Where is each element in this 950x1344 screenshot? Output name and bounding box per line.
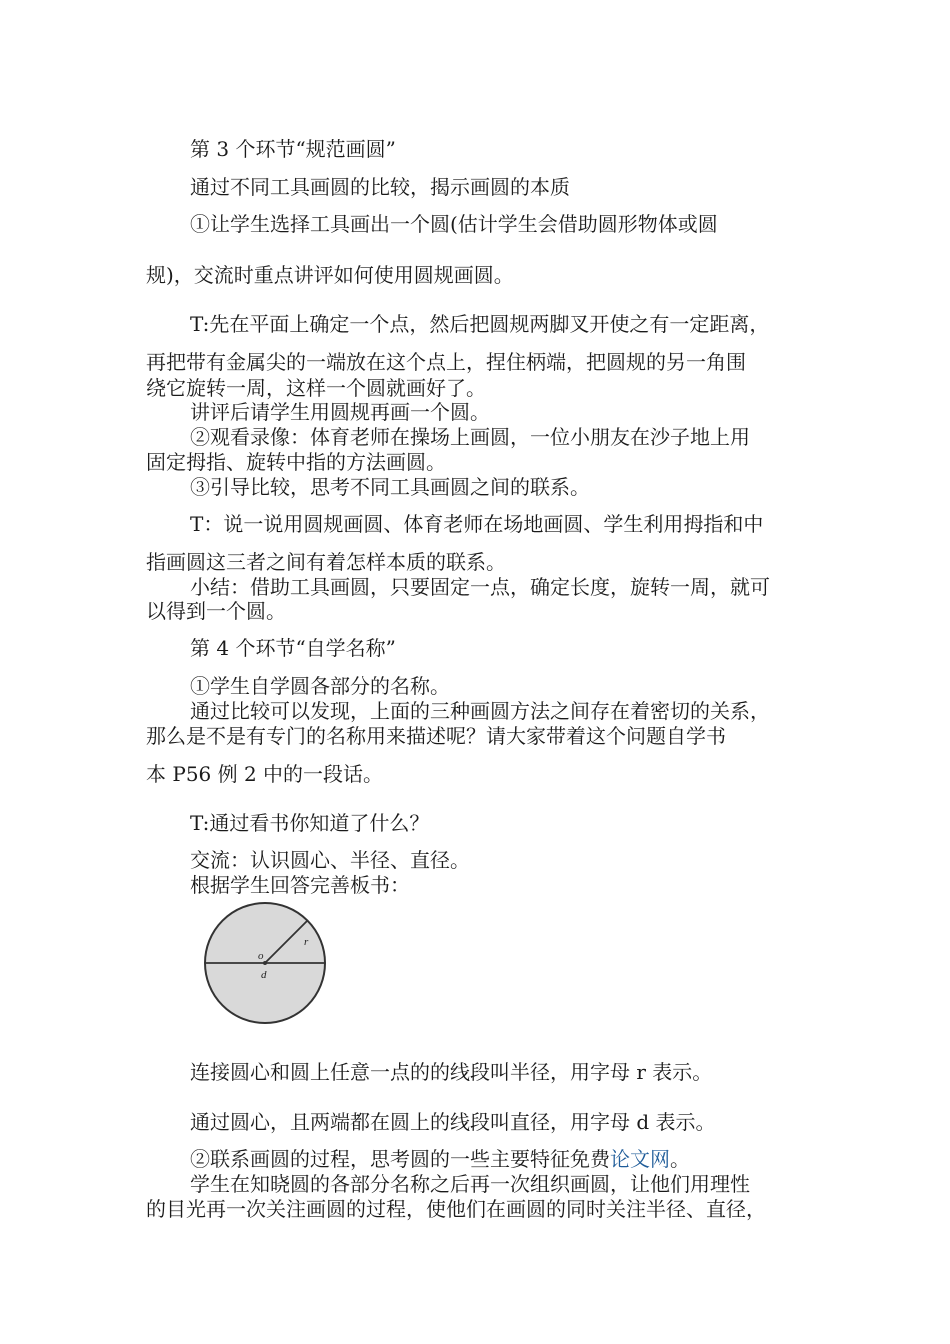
paragraph-line: 交流：认识圆心、半径、直径。 [190, 848, 470, 872]
circle-diagram [200, 900, 330, 1026]
radius-label: r [304, 936, 309, 948]
paragraph-line: 通过圆心，且两端都在圆上的线段叫直径，用字母 d 表示。 [190, 1110, 716, 1134]
thesis-site-link[interactable]: 论文网 [610, 1147, 670, 1171]
paragraph-line: T：说一说用圆规画圆、体育老师在场地画圆、学生利用拇指和中 [190, 512, 764, 536]
paragraph-line: 通过比较可以发现，上面的三种画圆方法之间存在着密切的关系， [190, 699, 770, 723]
paragraph-line: 通过不同工具画圆的比较，揭示画圆的本质 [190, 175, 570, 199]
paragraph-line: 连接圆心和圆上任意一点的的线段叫半径，用字母 r 表示。 [190, 1060, 713, 1084]
paragraph-line: ②观看录像：体育老师在操场上画圆，一位小朋友在沙子地上用 [190, 425, 750, 449]
text-after-link: 。 [670, 1147, 690, 1171]
paragraph-line: 本 P56 例 2 中的一段话。 [146, 762, 384, 786]
paragraph-line: 学生在知晓圆的各部分名称之后再一次组织画圆，让他们用理性 [190, 1172, 750, 1196]
diameter-label: d [261, 969, 267, 981]
paragraph-line: 指画圆这三者之间有着怎样本质的联系。 [146, 550, 506, 574]
summary-line: 以得到一个圆。 [146, 599, 286, 623]
paragraph-line: 绕它旋转一周，这样一个圆就画好了。 [146, 376, 486, 400]
paragraph-line: 那么是不是有专门的名称用来描述呢？请大家带着这个问题自学书 [146, 724, 726, 748]
text-before-link: ②联系画圆的过程，思考圆的一些主要特征免费 [190, 1147, 610, 1171]
paragraph-line: 的目光再一次关注画圆的过程，使他们在画圆的同时关注半径、直径， [146, 1197, 766, 1221]
summary-line: 小结：借助工具画圆，只要固定一点，确定长度，旋转一周，就可 [190, 575, 770, 599]
paragraph-line: ③引导比较，思考不同工具画圆之间的联系。 [190, 475, 590, 499]
paragraph-line: ①学生自学圆各部分的名称。 [190, 674, 450, 698]
center-point [263, 961, 267, 965]
section-3-heading: 第 3 个环节“规范画圆” [190, 137, 396, 161]
paragraph-line: T:通过看书你知道了什么？ [190, 811, 430, 835]
paragraph-line: ①让学生选择工具画出一个圆(估计学生会借助圆形物体或圆 [190, 212, 718, 236]
paragraph-line-with-link [190, 1147, 690, 1171]
center-label: o [258, 950, 264, 962]
paragraph-line: T:先在平面上确定一个点，然后把圆规两脚叉开使之有一定距离， [190, 312, 770, 336]
paragraph-line: 固定拇指、旋转中指的方法画圆。 [146, 450, 446, 474]
paragraph-line: 讲评后请学生用圆规再画一个圆。 [190, 400, 490, 424]
section-4-heading: 第 4 个环节“自学名称” [190, 636, 396, 660]
paragraph-line: 规)，交流时重点讲评如何使用圆规画圆。 [146, 263, 514, 287]
paragraph-line: 根据学生回答完善板书： [190, 873, 410, 897]
paragraph-line: 再把带有金属尖的一端放在这个点上，捏住柄端，把圆规的另一角围 [146, 350, 746, 374]
